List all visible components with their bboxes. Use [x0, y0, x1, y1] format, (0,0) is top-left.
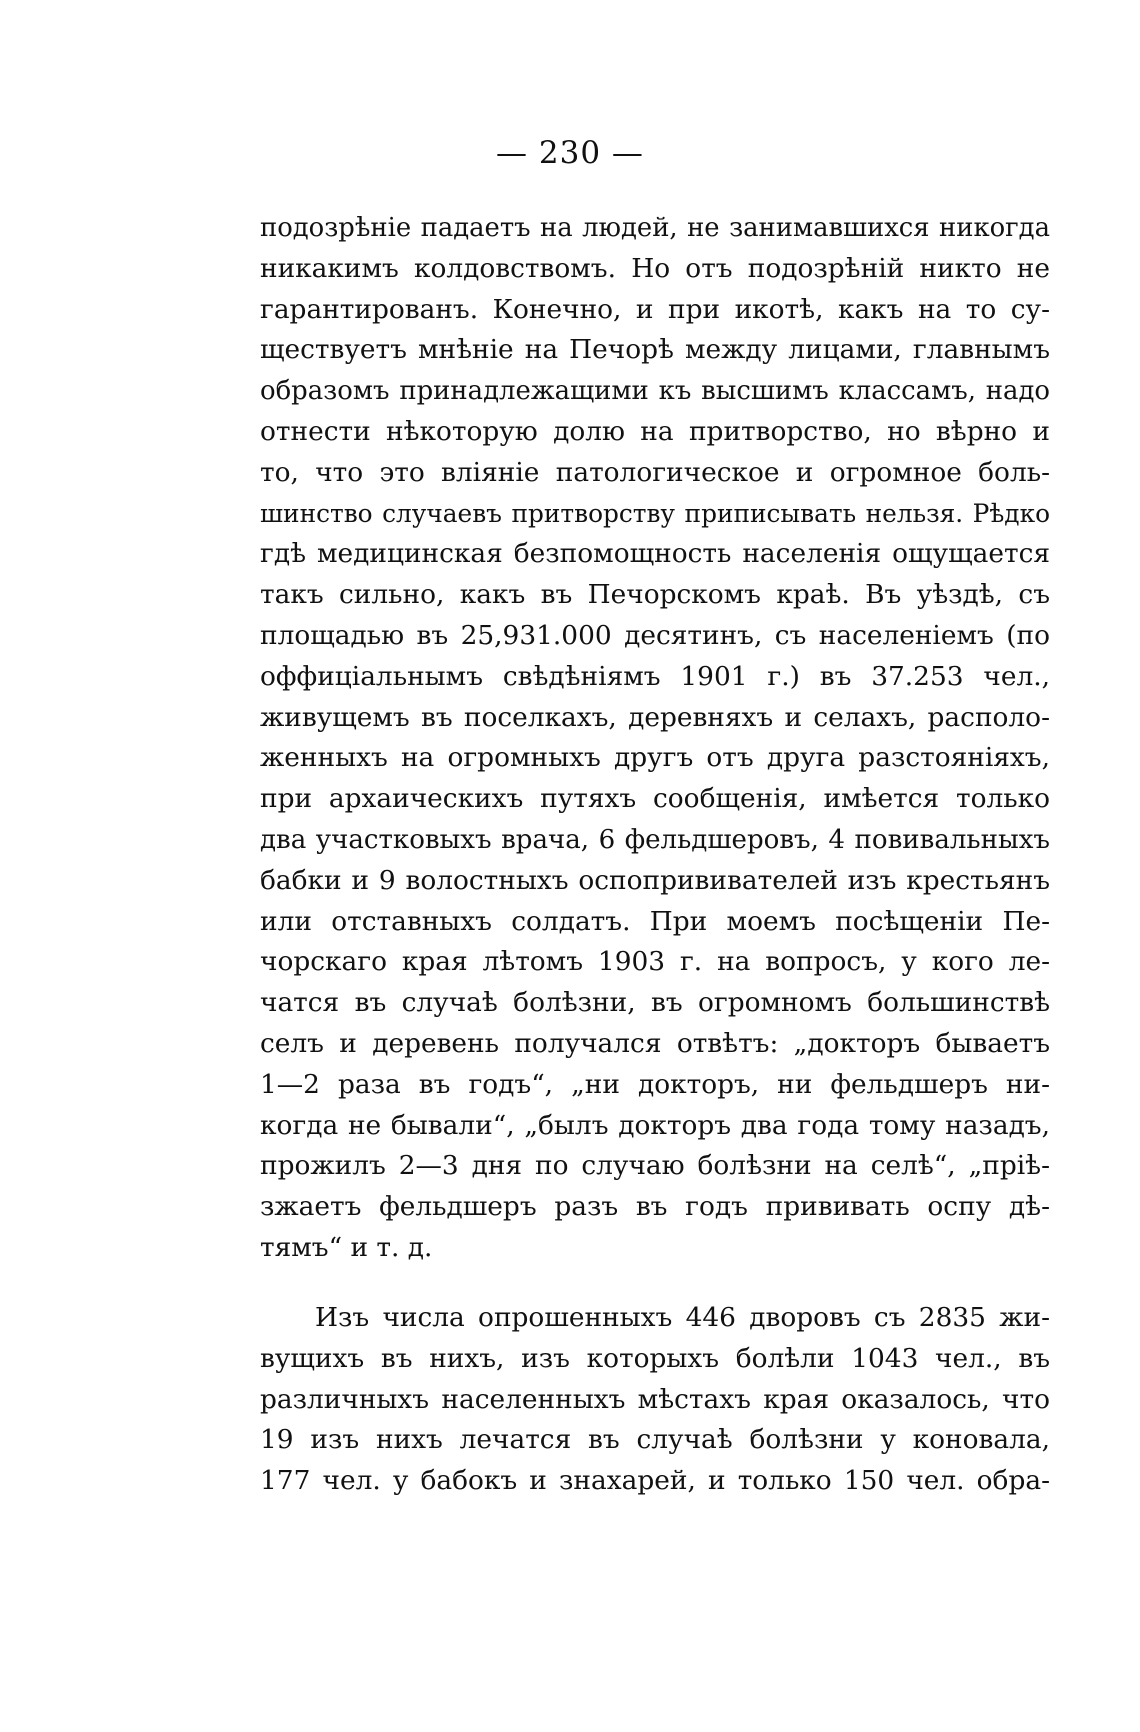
text-line: когда не бывали“, „былъ докторъ два года тому назадъ, [260, 1109, 1050, 1141]
text-line: женныхъ на огромныхъ другъ отъ друга разстояніяхъ, [260, 742, 1050, 774]
text-line: отнести нѣкоторую долю на притворство, но вѣрно и [260, 415, 1050, 447]
text-line: бабки и 9 волостныхъ оспопрививателей изъ крестьянъ [260, 864, 1050, 896]
text-line: подозрѣніе падаетъ на людей, не занимавшихся никогда [260, 213, 1050, 243]
text-line: то, что это вліяніе патологическое и огромное боль- [260, 456, 1050, 488]
text-line: прожилъ 2—3 дня по случаю болѣзни на селѣ“, „пріѣ- [260, 1150, 1050, 1182]
text-line: 1—2 раза въ годъ“, „ни докторъ, ни фельдшеръ ни- [260, 1068, 1050, 1100]
text-line: шинство случаевъ притворству приписывать нельзя. Рѣдко [260, 498, 1050, 528]
text-line: селъ и деревень получался отвѣтъ: „докторъ бываетъ [260, 1027, 1050, 1059]
paragraph-2 [260, 1298, 1050, 1502]
text-line: чорскаго края лѣтомъ 1903 г. на вопросъ, у кого ле- [260, 946, 1050, 978]
text-line: образомъ принадлежащими къ высшимъ классамъ, надо [260, 376, 1050, 407]
paragraph-1 [260, 208, 1050, 1269]
text-line: живущемъ въ поселкахъ, деревняхъ и селахъ, располо- [260, 701, 1050, 733]
text-line: различныхъ населенныхъ мѣстахъ края оказалось, что [260, 1383, 1050, 1415]
text-line: ществуетъ мнѣніе на Печорѣ между лицами, главнымъ [260, 334, 1050, 366]
text-line: 19 изъ нихъ лечатся въ случаѣ болѣзни у коновала, [260, 1424, 1050, 1456]
text-line: чатся въ случаѣ болѣзни, въ огромномъ большинствѣ [260, 987, 1050, 1019]
text-line: площадью въ 25,931.000 десятинъ, съ населеніемъ (по [260, 619, 1050, 651]
text-line-first: Изъ числа опрошенныхъ 446 дворовъ съ 2835 жи- [315, 1302, 1050, 1333]
text-line: зжаетъ фельдшеръ разъ въ годъ прививать оспу дѣ- [260, 1191, 1050, 1223]
text-line: оффиціальнымъ свѣдѣніямъ 1901 г.) въ 37.253 чел., [260, 660, 1050, 692]
text-line: 177 чел. у бабокъ и знахарей, и только 150 чел. обра- [260, 1465, 1050, 1497]
text-line: или отставныхъ солдатъ. При моемъ посѣщеніи Пе- [260, 905, 1050, 937]
text-line-last: тямъ“ и т. д. [260, 1231, 433, 1263]
text-line: никакимъ колдовствомъ. Но отъ подозрѣній никто не [260, 252, 1050, 284]
text-line: вущихъ въ нихъ, изъ которыхъ болѣли 1043 чел., въ [260, 1342, 1050, 1374]
text-line: такъ сильно, какъ въ Печорскомъ краѣ. Въ уѣздѣ, съ [260, 579, 1050, 611]
text-line: при архаическихъ путяхъ сообщенія, имѣется только [260, 783, 1050, 815]
text-line: два участковыхъ врача, 6 фельдшеровъ, 4 повивальныхъ [260, 824, 1050, 855]
text-line: гарантированъ. Конечно, и при икотѣ, какъ на то су- [260, 293, 1050, 325]
text-line: гдѣ медицинская безпомощность населенія ощущается [260, 538, 1050, 570]
page-number: — 230 — [496, 135, 644, 171]
